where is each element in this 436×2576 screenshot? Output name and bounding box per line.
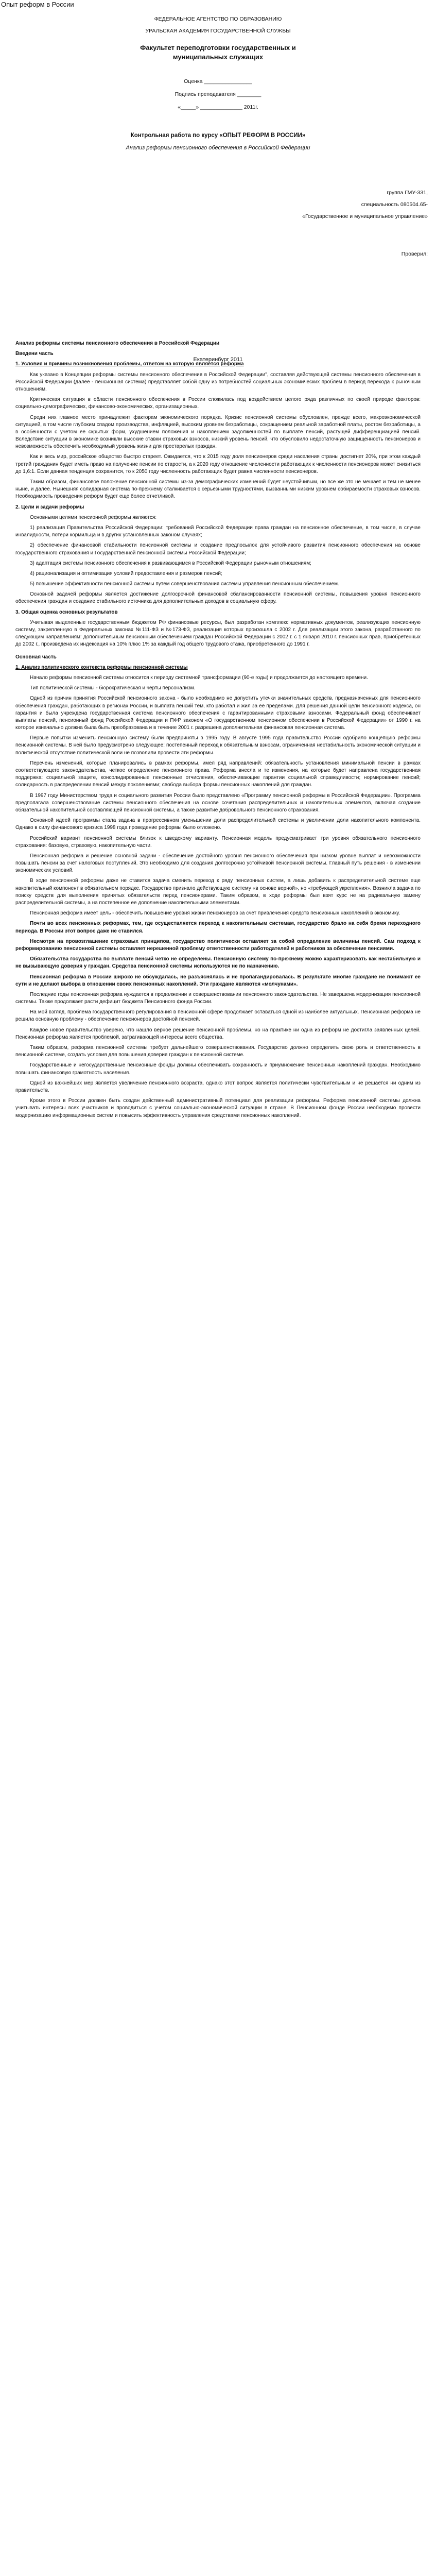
specialty-line: специальность 080504.65- — [361, 201, 428, 208]
city-year: Екатеринбург 2011 — [193, 357, 243, 363]
paragraph: Начало реформы пенсионной системы относится к периоду системной трансформации (90-е годы) и продолжается до настоящего времени. — [30, 674, 368, 681]
paragraph: Основной идеей программы стала задача в прогрессивном уменьшении доли распределительной системы и увеличении доли накопительного компонента. Однако в силу финансового кризиса 1998 года проведение реформы было отложено. — [15, 818, 421, 831]
paragraph: Учитывая выделенные государственным бюджетом РФ финансовые ресурсы, был разработан комплекс нормативных документов, реализующих пенсионную систему, закрепленную в Федеральных законах №111-ФЗ и №173-ФЗ, реализация которых произошла с 2002 г. Для реализации этого закона, разработанного по следующим направлениям: дополнительным пенсионным обеспечением граждан Российской Федерации с 2002 г. с 1 января 2010 г. пенсионных прав, приобретенных до 2002 г., произведена их индексация на 10% плюс 1% за каждый год общего трудового стажа, приобретенного до 1991 г. — [15, 619, 421, 648]
goal-item: 3) адаптация системы пенсионного обеспечения к развивающимся в Российской Федерации рыночным отношениям; — [30, 560, 311, 566]
paragraph: Почти во всех пенсионных реформах, тем, где осуществляется переход к накопительным системам, государство брало на себя бремя переходного периода. В России этот вопрос даже не ставился. — [15, 921, 421, 934]
specialty-name: «Государственное и муниципальное управление» — [302, 213, 428, 220]
paragraph: Как указано в Концепции реформы системы пенсионного обеспечения в Российской Федерации", составляя действующей системы пенсионного обеспечения в Российской Федерации (далее - пенсионная система) представляет собой одну из потребностей социальных экономических проблем в период перехода к рыночным отношениям. — [15, 371, 421, 392]
paragraph: Первые попытки изменить пенсионную систему были предприняты в 1995 году. В августе 1995 года правительство России одобрило концепцию реформы пенсионной системы. В ней было предусмотрено следующее: постепенный переход к обязательным взносам, ограниченная нестабильность экономической ситуации и политической отсутствие политической воли не позволили провести эти реформы. — [15, 735, 421, 756]
paragraph: Российский вариант пенсионной системы близок к шведскому варианту. Пенсионная модель предусматривает три уровня обязательного пенсионного страхования: базовую, страховую, накопительную части. — [15, 835, 421, 849]
paragraph: Как и весь мир, российское общество быстро стареет. Ожидается, что к 2015 году доля пенсионеров среди населения страны достигнет 20%, при этом каждый третий гражданин будет иметь право на получение пенсии по старости, а к 2020 году отношение численности работающих к численности пенсионеров может снизиться до 1,6:1. Если данная тенденция сохранится, то к 2050 году численность работающих будет равна численности пенсионеров. — [15, 454, 421, 474]
academy-name: УРАЛЬСКАЯ АКАДЕМИЯ ГОСУДАРСТВЕННОЙ СЛУЖБЫ — [145, 27, 291, 34]
paragraph: Одной из причин принятия Российской пенсионного закона - было необходимо не допустить утечки значительных средств, предназначенных для пенсионного обеспечения граждан, работающих в регионах России, и выплата пенсий тем, кто работал и жил за ее пределами. Для решения данной цели пенсионного кодекса, он гарантия и была учреждена государственная система пенсионного обеспечения с гарантированными страховыми взносами. Федеральный фонд обеспечивает выплаты пенсий, пенсионный фонд Российской Федерации и ПФР законом «О государственном пенсионном обеспечении в Российской Федерации» от 1990 г. на которое изначально должна была быть преобразована и в течение 2001 г. разрешена дополнительная финансовая пенсионная система. — [15, 696, 421, 731]
paragraph: На мой взгляд, проблема государственного регулирования в пенсионной сфере продолжает оставаться одной из наиболее актуальных. Пенсионная реформа не решила основную проблему - обеспечение пенсионеров достойной пенсией. — [15, 1009, 421, 1023]
goal-item: 1) реализация Правительства Российской Федерации: требований Российской Федерации права граждан на пенсионное обеспечение, в том числе, в случае инвалидности, потери кормильца и в других установленных законом случаях; — [15, 524, 421, 538]
doc-heading: Анализ реформы системы пенсионного обеспечения в Российской Федерации — [15, 341, 220, 346]
paragraph: Одной из важнейших мер является увеличение пенсионного возраста, однако этот вопрос является политически чувствительным и не решается ни одним из правительств. — [15, 1080, 421, 1093]
main-part-label: Основная часть — [15, 654, 57, 660]
paragraph: Пенсионная реформа и решение основной задачи - обеспечение достойного уровня пенсионного обеспечения при низком уровне выплат и невозможности повышать пенсии за счет налоговых поступлений. Это необходимо для создания долгосрочно устойчивой пенсионной системы. Главный путь решения - в изменении экономических условий. — [15, 853, 421, 874]
paragraph: Пенсионная реформа имеет цель - обеспечить повышение уровня жизни пенсионеров за счет привлечения средств пенсионных накоплений в экономику. — [30, 910, 400, 917]
page-title: Опыт реформ в России — [1, 1, 74, 8]
section-4-title: 1. Анализ политического контекста реформы пенсионной системы — [15, 664, 188, 670]
paragraph: Тип политической системы - бюрократическая и черты персонализм. — [30, 685, 196, 691]
paragraph: В 1997 году Министерством труда и социального развития России было представлено «Программу пенсионной реформы в Российской Федерации». Программа предполагала совершенствование системы пенсионного обеспечения на основе сочетания распределительных и накопительных элементов, включая создание обязательной накопительной составляющей пенсионной системы, а также развитие добровольного пенсионного страхования. — [15, 792, 421, 813]
task-paragraph: Основной задачей реформы является достижение долгосрочной финансовой сбалансированности пенсионной системы, повышения уровня пенсионного обеспечения граждан и создание стабильного источника для дополнительных доходов в социальную сферу. — [15, 591, 421, 605]
group-line: группа ГМУ-331, — [387, 190, 428, 196]
section-2-title: 2. Цели и задачи реформы — [15, 504, 84, 510]
goal-item: 2) обеспечение финансовой стабильности пенсионной системы и создание предпосылок для устойчивого развития пенсионного обеспечения на основе государственного страхования и Государственной пенсионной системы Российской Федерации; — [15, 543, 421, 556]
faculty-name: Факультет переподготовки государственных и — [140, 43, 296, 52]
faculty-name-cont: муниципальных служащих — [172, 53, 264, 61]
paragraph: Государственные и негосударственные пенсионные фонды должны обеспечивать сохранность и приумножение пенсионных накоплений граждан. Необходимо повышать финансовую грамотность населения. — [15, 1062, 421, 1076]
checked-by: Проверил: — [401, 251, 428, 258]
title-page — [0, 15, 436, 364]
section-3-title: 3. Общая оценка основных результатов — [15, 609, 118, 615]
goal-item: 5) повышение эффективности пенсионной системы путем совершенствования системы управления пенсионным обеспечением. — [30, 581, 339, 587]
paragraph: Кроме этого в России должен быть создан действенный административный потенциал для реализации реформы. Реформа пенсионной системы должна учитывать интересы всех участников и проводиться с учетом социально-экономической ситуации в стране. В Пенсионном фонде России необходимо провести модернизацию информационных систем и повысить эффективность управления средствами пенсионных накоплений. — [15, 1098, 421, 1118]
intro-label: Введени часть — [15, 351, 54, 357]
goal-item: 4) рационализация и оптимизация условий предоставления и размеров пенсий; — [30, 570, 222, 577]
section-1-title: 1. Условия и причины возникновения проблемы, ответом на которую является реформа — [15, 361, 244, 367]
work-title: Контрольная работа по курсу «ОПЫТ РЕФОРМ В РОССИИ» — [130, 132, 306, 139]
paragraph: Несмотря на провозглашение страховых принципов, государство политически оставляет за собой определение величины пенсий. Сам подход к реформированию пенсионной системы оставляет нерешенной проблему ответственности работодателей и работников за обеспечение пенсиями. — [15, 938, 421, 952]
paragraph: Каждое новое правительство уверено, что нашло верное решение пенсионной проблемы, но на практике ни одна из реформ не достигла заявленных целей. Пенсионная реформа является проблемой, затрагивающей интересы всего общества. — [15, 1027, 421, 1040]
grade-line: Оценка ________________ — [184, 78, 252, 84]
work-subtitle: Анализ реформы пенсионного обеспечения в Российской Федерации — [126, 144, 310, 151]
paragraph: Таким образом, финансовое положение пенсионной системы из-за демографических изменений будет неустойчивым, но все же это не мешает и тем не менее ныне, и далее. Нынешняя солидарная система по-прежнему сталкивается с серьезными трудностями, вызванными низким уровнем собираемости страховых взносов. Необходимость проведения реформ будет еще более отчетливой. — [15, 479, 421, 500]
paragraph: Среди них главное место принадлежит факторам экономического порядка. Кризис пенсионной системы обусловлен, прежде всего, макроэкономической ситуацией, в том числе глубоким спадом производства, инфляцией, высоким уровнем безработицы, сокращением реальной заработной платы, ростом безработицы, а в особенности с учетом ее скрытых форм, ухудшением положения и накоплением задолженностей по выплате пенсий, растущей дифференциацией пенсий. Вследствие ситуации в экономике возникли высокие ставки страховых взносов, низкий уровень пенсий, что обусловило недостаточную защищенность пенсионеров и невозможность обеспечить необходимый уровень жизни для престарелых граждан. — [15, 414, 421, 450]
paragraph: Критическая ситуация в области пенсионного обеспечения в России сложилась под воздействием целого ряда различных по своей природе факторов: социально-демографических, финансово-экономических, организационных. — [15, 397, 421, 410]
date-line: «_____» ______________ 2011г. — [178, 104, 258, 110]
paragraph: Пенсионная реформа в России широко не обсуждалась, не разъяснялась и не пропагандировалась. В результате многие граждане не понимают ее сути и не делают выбора в отношении своих пенсионных накоплений. Эти граждане являются «молчунами». — [15, 974, 421, 987]
goals-lead: Основными целями пенсионной реформы являются: — [30, 514, 157, 520]
document-body — [0, 340, 436, 1123]
paragraph: В ходе пенсионной реформы даже не ставится задача сменить переход к ряду пенсионных систем, а лишь добавить к распределительной системе еще накопительный компонент в обязательном порядке. Государство признало действующую систему «в основе верной», но «требующей укрепления». Возникла задача по поиску средств для выполнения принятых обязательств перед пенсионерами. Таким образом, в ходе реформы был взят курс не на радикальную замену распределительной системы, а на постепенное ее дополнение накопительными элементами. — [15, 878, 421, 906]
agency-name: ФЕДЕРАЛЬНОЕ АГЕНТСТВО ПО ОБРАЗОВАНИЮ — [154, 16, 282, 22]
paragraph: Последние годы пенсионная реформа нуждается в продолжении и совершенствовании пенсионного законодательства. Не завершена модернизация пенсионной системы. Также продолжает расти дефицит бюджета Пенсионного фонда России. — [15, 991, 421, 1005]
paragraph: Перечень изменений, которые планировались в рамках реформы, имел ряд направлений: обязательность установления минимальной пенсии в рамках соответствующего законодательства, четкое определение пенсионного права. Реформа внесла и те изменения, на которые будет направлена государственная поддержка: социальной защите, консолидированные пенсионные отчисления, обеспечивающие гарантии социальной справедливости; нормирование пенсий; солидарность в распределении пенсий между поколениями; свобода выбора формы пенсионных накоплений для граждан. — [15, 760, 421, 788]
paragraph: Обязательства государства по выплате пенсий четко не определены. Пенсионную систему по-прежнему можно характеризовать как нестабильную и не вызывающую доверия у граждан. Средства пенсионной системы используются не по назначению. — [15, 956, 421, 970]
signature-line: Подпись преподавателя ________ — [175, 91, 261, 97]
paragraph: Таким образом, реформа пенсионной системы требует дальнейшего совершенствования. Государство должно определить свою роль и ответственность в пенсионной системе, создать условия для повышения доверия граждан к пенсионной системе. — [15, 1045, 421, 1058]
